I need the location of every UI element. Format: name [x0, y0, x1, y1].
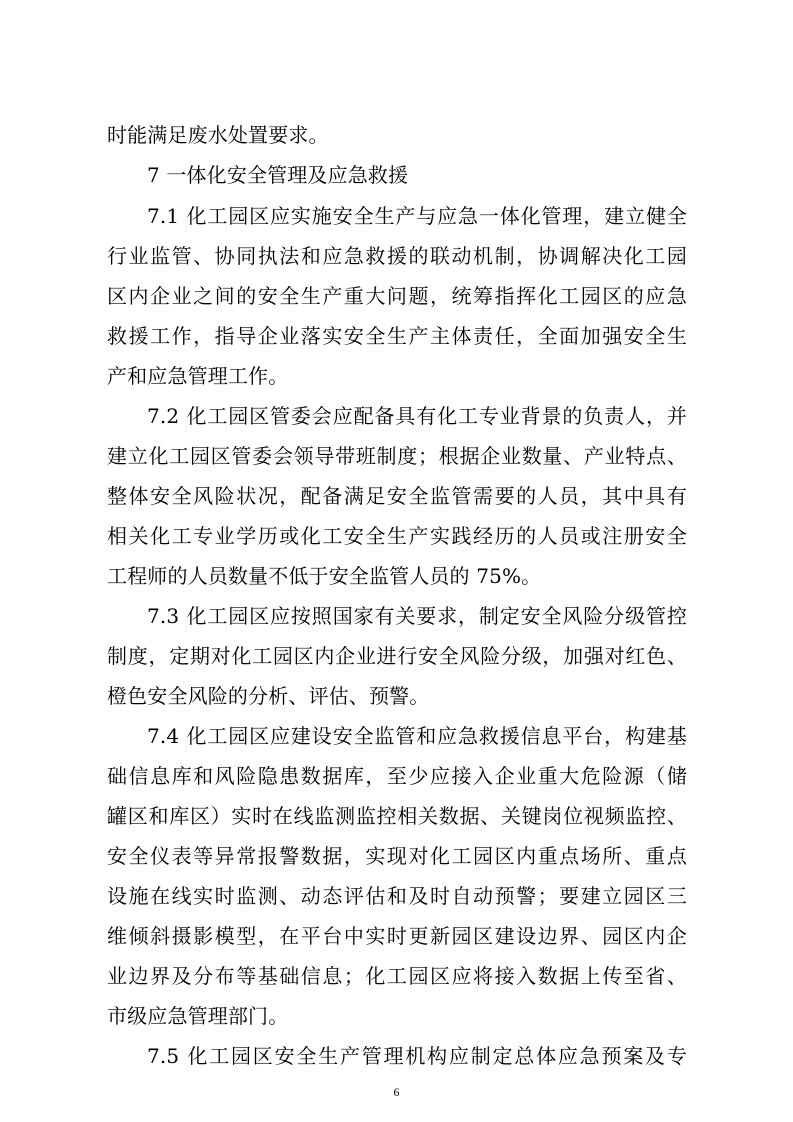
text-line: 市级应急管理部门。 — [107, 1004, 289, 1028]
text-line: 整体安全风险状况，配备满足安全监管需要的人员，其中具有 — [107, 484, 687, 508]
text-line: 产和应急管理工作。 — [107, 364, 289, 388]
section-heading: 7 一体化安全管理及应急救援 — [147, 163, 409, 187]
text-line: 行业监管、协同执法和应急救援的联动机制，协调解决化工园 — [107, 244, 687, 268]
text-line: 区内企业之间的安全生产重大问题，统筹指挥化工园区的应急 — [107, 284, 687, 308]
text-line: 维倾斜摄影模型，在平台中实时更新园区建设边界、园区内企 — [107, 924, 687, 948]
text-line: 设施在线实时监测、动态评估和及时自动预警；要建立园区三 — [107, 884, 687, 908]
text-line: 业边界及分布等基础信息；化工园区应将接入数据上传至省、 — [107, 964, 687, 988]
text-line: 救援工作，指导企业落实安全生产主体责任，全面加强安全生 — [107, 324, 687, 348]
text-line: 7.4 化工园区应建设安全监管和应急救援信息平台，构建基 — [147, 724, 687, 748]
text-line: 工程师的人员数量不低于安全监管人员的 75%。 — [107, 564, 542, 588]
text-line: 相关化工专业学历或化工安全生产实践经历的人员或注册安全 — [107, 524, 687, 548]
text-line: 7.5 化工园区安全生产管理机构应制定总体应急预案及专 — [147, 1044, 687, 1068]
page-number: 6 — [393, 1085, 400, 1099]
text-line: 建立化工园区管委会领导带班制度；根据企业数量、产业特点、 — [107, 444, 687, 468]
text-line: 罐区和库区）实时在线监测监控相关数据、关键岗位视频监控、 — [107, 804, 687, 828]
text-line: 7.2 化工园区管委会应配备具有化工专业背景的负责人，并 — [147, 404, 687, 428]
text-line: 时能满足废水处置要求。 — [107, 123, 329, 147]
text-line: 橙色安全风险的分析、评估、预警。 — [107, 684, 430, 708]
text-line: 制度，定期对化工园区内企业进行安全风险分级，加强对红色、 — [107, 644, 687, 668]
text-line: 7.1 化工园区应实施安全生产与应急一体化管理，建立健全 — [147, 204, 687, 228]
text-line: 安全仪表等异常报警数据，实现对化工园区内重点场所、重点 — [107, 844, 687, 868]
text-line: 础信息库和风险隐患数据库，至少应接入企业重大危险源（储 — [107, 764, 687, 788]
text-line: 7.3 化工园区应按照国家有关要求，制定安全风险分级管控 — [147, 604, 687, 628]
